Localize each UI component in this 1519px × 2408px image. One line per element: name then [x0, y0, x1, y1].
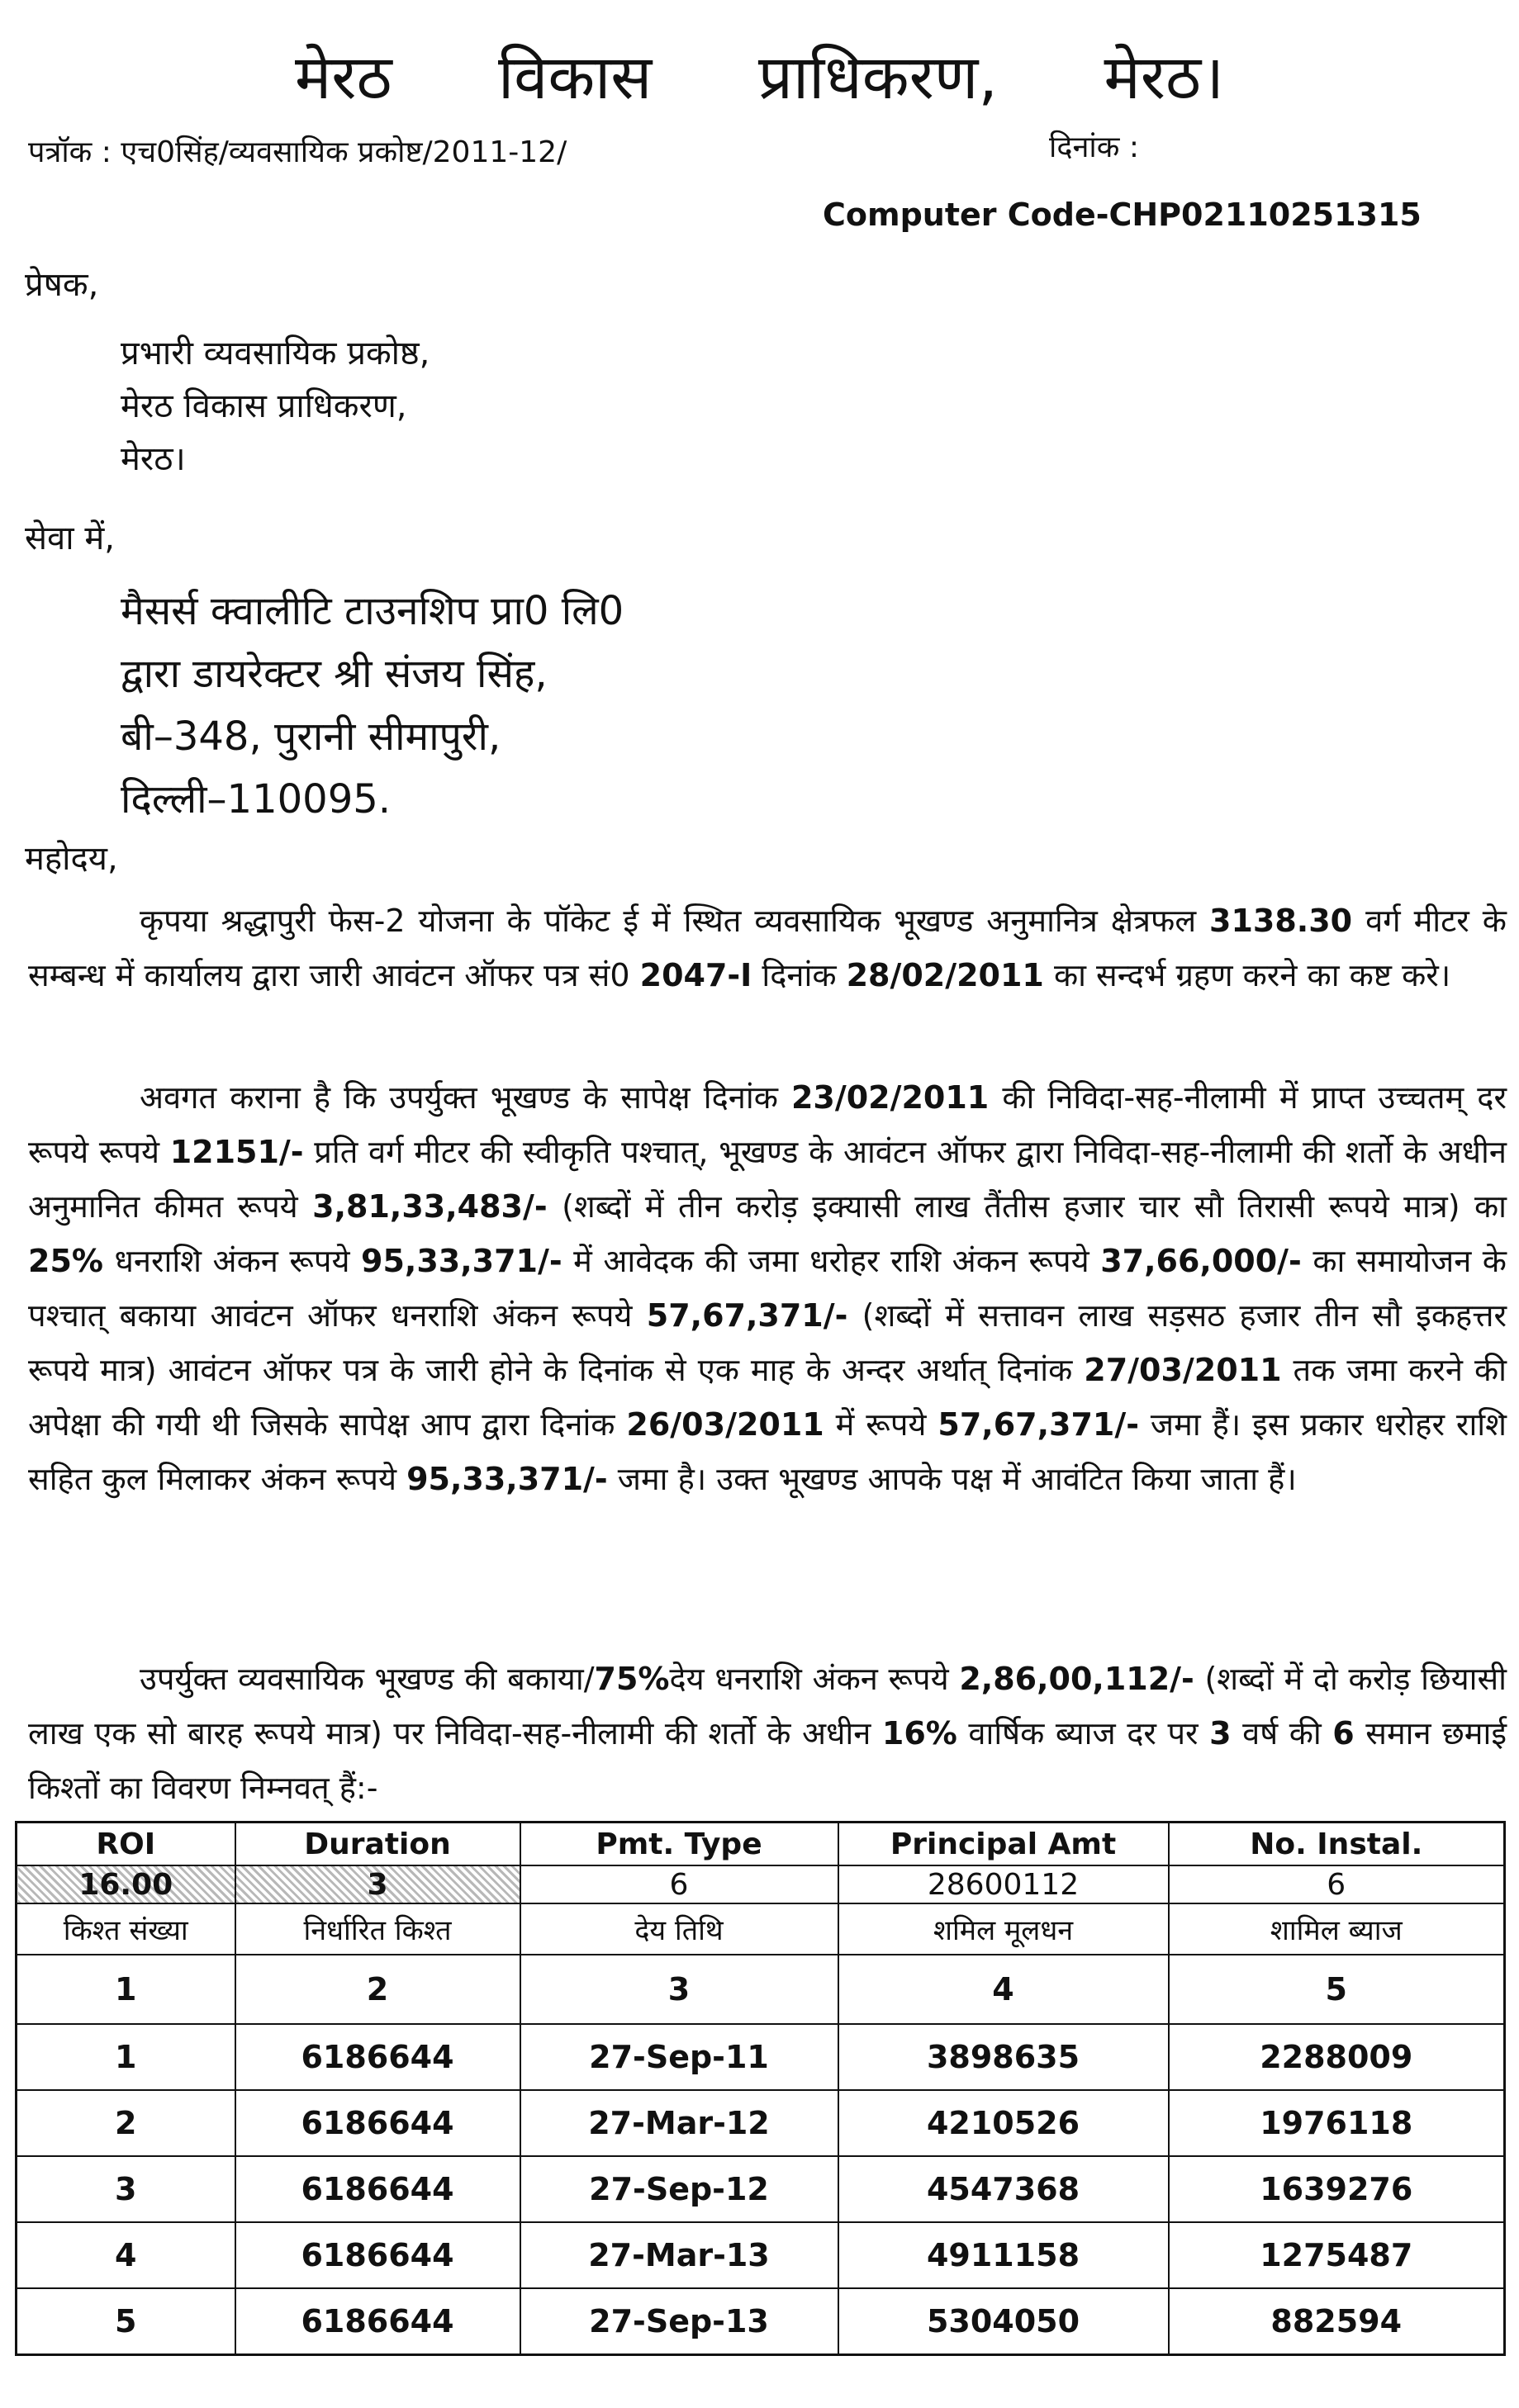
table-values-row: [17, 1865, 1505, 1903]
column-header: शमिल मूलधन: [838, 1903, 1169, 1955]
table-cell: 6186644: [235, 2222, 520, 2288]
paragraph-installments: उपर्युक्त व्यवसायिक भूखण्ड की बकाया/75%देय धनराशि अंकन रूपये 2,86,00,112/- (शब्दों में दो करोड़ छियासी लाख एक सो बारह रूपये मात्र) पर निविदा-सह-नीलामी की शर्तो के अधीन 16% वार्षिक ब्याज दर पर 3 वर्ष की 6 समान छमाई किश्तों का विवरण निम्नवत् हैं:-: [28, 1661, 1507, 1806]
installment-schedule-table: [15, 1821, 1506, 2356]
column-header: शामिल ब्याज: [1169, 1903, 1505, 1955]
table-cell: 16.00: [17, 1865, 235, 1903]
table-row: [17, 2288, 1505, 2355]
table-column-number-row: [17, 1955, 1505, 2024]
table-cell: 6186644: [235, 2156, 520, 2222]
table-cell: 5: [17, 2288, 235, 2355]
table-cell: 6186644: [235, 2024, 520, 2090]
table-cell: 6186644: [235, 2090, 520, 2156]
table-cell: 27-Mar-13: [520, 2222, 838, 2288]
column-header: Duration: [235, 1823, 520, 1866]
table-cell: 4911158: [838, 2222, 1169, 2288]
sender-line: मेरठ।: [121, 440, 186, 478]
column-header: ROI: [17, 1823, 235, 1866]
table-hindi-header-row: [17, 1903, 1505, 1955]
table-cell: 4: [838, 1955, 1169, 2024]
recipient-line: द्वारा डायरेक्टर श्री संजय सिंह,: [121, 651, 548, 697]
column-header: किश्त संख्या: [17, 1903, 235, 1955]
table-cell: 3: [235, 1865, 520, 1903]
table-cell: 3: [520, 1955, 838, 2024]
paragraph-allotment: अवगत कराना है कि उपर्युक्त भूखण्ड के सापेक्ष दिनांक 23/02/2011 की निविदा-सह-नीलामी में प्राप्त उच्चतम् दर रूपये रूपये 12151/- प्रति वर्ग मीटर की स्वीकृति पश्चात्, भूखण्ड के आवंटन ऑफर द्वारा निविदा-सह-नीलामी की शर्तो के अधीन अनुमानित कीमत रूपये 3,81,33,483/- (शब्दों में तीन करोड़ इक्यासी लाख तैंतीस हजार चार सौ तिरासी रूपये मात्र) का 25% धनराशि अंकन रूपये 95,33,371/- में आवेदक की जमा धरोहर राशि अंकन रूपये 37,66,000/- का समायोजन के पश्चात् बकाया आवंटन ऑफर धनराशि अंकन रूपये 57,67,371/- (शब्दों में सत्तावन लाख सड़सठ हजार तीन सौ इकहत्तर रूपये मात्र) आवंटन ऑफर पत्र के जारी होने के दिनांक से एक माह के अन्दर अर्थात् दिनांक 27/03/2011 तक जमा करने की अपेक्षा की गयी थी जिसके सापेक्ष आप द्वारा दिनांक 26/03/2011 में रूपये 57,67,371/- जमा हैं। इस प्रकार धरोहर राशि सहित कुल मिलाकर अंकन रूपये 95,33,371/- जमा है। उक्त भूखण्ड आपके पक्ष में आवंटित किया जाता हैं।: [28, 1079, 1507, 1497]
sender-label: प्रेषक,: [25, 266, 99, 304]
recipient-line: मैसर्स क्वालीटि टाउनशिप प्रा0 लि0: [121, 588, 624, 634]
recipient-line: बी–348, पुरानी सीमापुरी,: [121, 713, 501, 760]
paragraph-reference: कृपया श्रद्धापुरी फेस-2 योजना के पॉकेट ई में स्थित व्यवसायिक भूखण्ड अनुमानित्र क्षेत्रफल 3138.30 वर्ग मीटर के सम्बन्ध में कार्यालय द्वारा जारी आवंटन ऑफर पत्र सं0 2047-I दिनांक 28/02/2011 का सन्दर्भ ग्रहण करने का कष्ट करे।: [28, 903, 1507, 993]
column-header: निर्धारित किश्त: [235, 1903, 520, 1955]
table-cell: 27-Sep-13: [520, 2288, 838, 2355]
column-header: Pmt. Type: [520, 1823, 838, 1866]
table-cell: 27-Sep-12: [520, 2156, 838, 2222]
table-cell: 27-Sep-11: [520, 2024, 838, 2090]
column-header: देय तिथि: [520, 1903, 838, 1955]
table-cell: 2: [17, 2090, 235, 2156]
table-cell: 6186644: [235, 2288, 520, 2355]
table-cell: 1: [17, 1955, 235, 2024]
table-cell: 4547368: [838, 2156, 1169, 2222]
table-row: [17, 2024, 1505, 2090]
table-cell: 4210526: [838, 2090, 1169, 2156]
table-cell: 1: [17, 2024, 235, 2090]
table-cell: 27-Mar-12: [520, 2090, 838, 2156]
table-cell: 2288009: [1169, 2024, 1505, 2090]
table-cell: 3898635: [838, 2024, 1169, 2090]
recipient-label: सेवा में,: [25, 519, 115, 557]
column-header: No. Instal.: [1169, 1823, 1505, 1866]
table-cell: 6: [520, 1865, 838, 1903]
table-cell: 6: [1169, 1865, 1505, 1903]
table-row: [17, 2222, 1505, 2288]
recipient-line: दिल्ली–110095.: [121, 776, 392, 822]
table-cell: 3: [17, 2156, 235, 2222]
page-title: मेरठ विकास प्राधिकरण, मेरठ।: [294, 42, 1225, 113]
sender-line: मेरठ विकास प्राधिकरण,: [121, 387, 407, 425]
table-cell: 5: [1169, 1955, 1505, 2024]
table-header-row: [17, 1823, 1505, 1866]
date-label: दिनांक :: [1049, 130, 1139, 164]
table-cell: 1639276: [1169, 2156, 1505, 2222]
table-cell: 1275487: [1169, 2222, 1505, 2288]
salutation: महोदय,: [25, 840, 118, 878]
table-cell: 28600112: [838, 1865, 1169, 1903]
table-row: [17, 2156, 1505, 2222]
table-cell: 2: [235, 1955, 520, 2024]
table-cell: 5304050: [838, 2288, 1169, 2355]
table-cell: 4: [17, 2222, 235, 2288]
computer-code: Computer Code-CHP02110251315: [823, 197, 1422, 233]
table-row: [17, 2090, 1505, 2156]
sender-line: प्रभारी व्यवसायिक प्रकोष्ठ,: [121, 334, 430, 372]
column-header: Principal Amt: [838, 1823, 1169, 1866]
letter-number: पत्रॉक : एच0सिंह/व्यवसायिक प्रकोष्ट/2011-12/: [28, 135, 567, 169]
table-cell: 1976118: [1169, 2090, 1505, 2156]
table-cell: 882594: [1169, 2288, 1505, 2355]
